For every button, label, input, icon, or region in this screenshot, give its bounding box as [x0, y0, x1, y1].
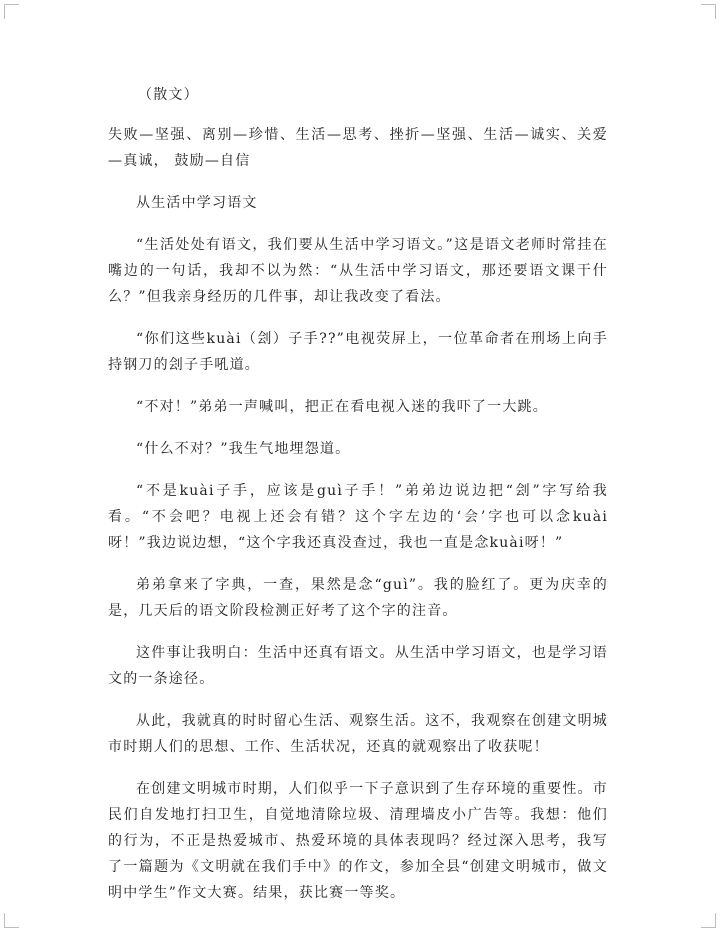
page-corner-mark [4, 4, 19, 19]
essay-title: 从生活中学习语文 [136, 195, 258, 211]
genre-label: （散文） [138, 87, 199, 103]
paragraph: “什么不对？”我生气地埋怨道。 [136, 441, 351, 457]
paragraph: 弟弟拿来了字典，一查，果然是念“guì”。我的脸红了。更为庆幸的是，几天后的语文阶段检测正好考了这个字的注音。 [108, 577, 608, 619]
page-corner-mark [701, 913, 716, 928]
paragraph: “生活处处有语文，我们要从生活中学习语文。”这是语文老师时常挂在嘴边的一句话，我却不以为然：“从生活中学习语文，那还要语文课干什么？”但我亲身经历的几件事，却让我改变了看法。 [108, 237, 608, 305]
keyword-pairs: 失败—坚强、离别—珍惜、生活—思考、挫折—坚强、生活—诚实、关爱—真诚， 鼓励—自信 [108, 127, 608, 169]
document-body [108, 82, 608, 922]
page-corner-mark [701, 4, 716, 19]
paragraph: 从此，我就真的时时留心生活、观察生活。这不，我观察在创建文明城市时期人们的思想、工作、生活状况，还真的就观察出了收获呢！ [108, 713, 608, 755]
paragraph: “不对！”弟弟一声喊叫，把正在看电视入迷的我吓了一大跳。 [136, 399, 548, 415]
paragraph: “你们这些kuài（刽）子手??”电视荧屏上，一位革命者在刑场上向手持钢刀的刽子手吼道。 [108, 331, 608, 373]
paragraph: 在创建文明城市时期，人们似乎一下子意识到了生存环境的重要性。市民们自发地打扫卫生，自觉地清除垃圾、清理墙皮小广告等。我想：他们的行为，不正是热爱城市、热爱环境的具体表现吗？经过深入思考，我写了一篇题为《文明就在我们手中》的作文，参加全县“创建文明城市，做文明中学生”作文大赛。结果，获比赛一等奖。 [108, 781, 608, 901]
paragraph: 这件事让我明白：生活中还真有语文。从生活中学习语文，也是学习语文的一条途径。 [108, 645, 608, 687]
paragraph: “不是kuài子手，应该是guì子手！”弟弟边说边把“刽”字写给我看。“不会吧？电视上还会有错？这个字左边的‘会’字也可以念kuài呀！”我边说边想，“这个字我还真没查过，我也一直是念kuài呀！” [108, 483, 608, 551]
page-corner-mark [4, 913, 19, 928]
